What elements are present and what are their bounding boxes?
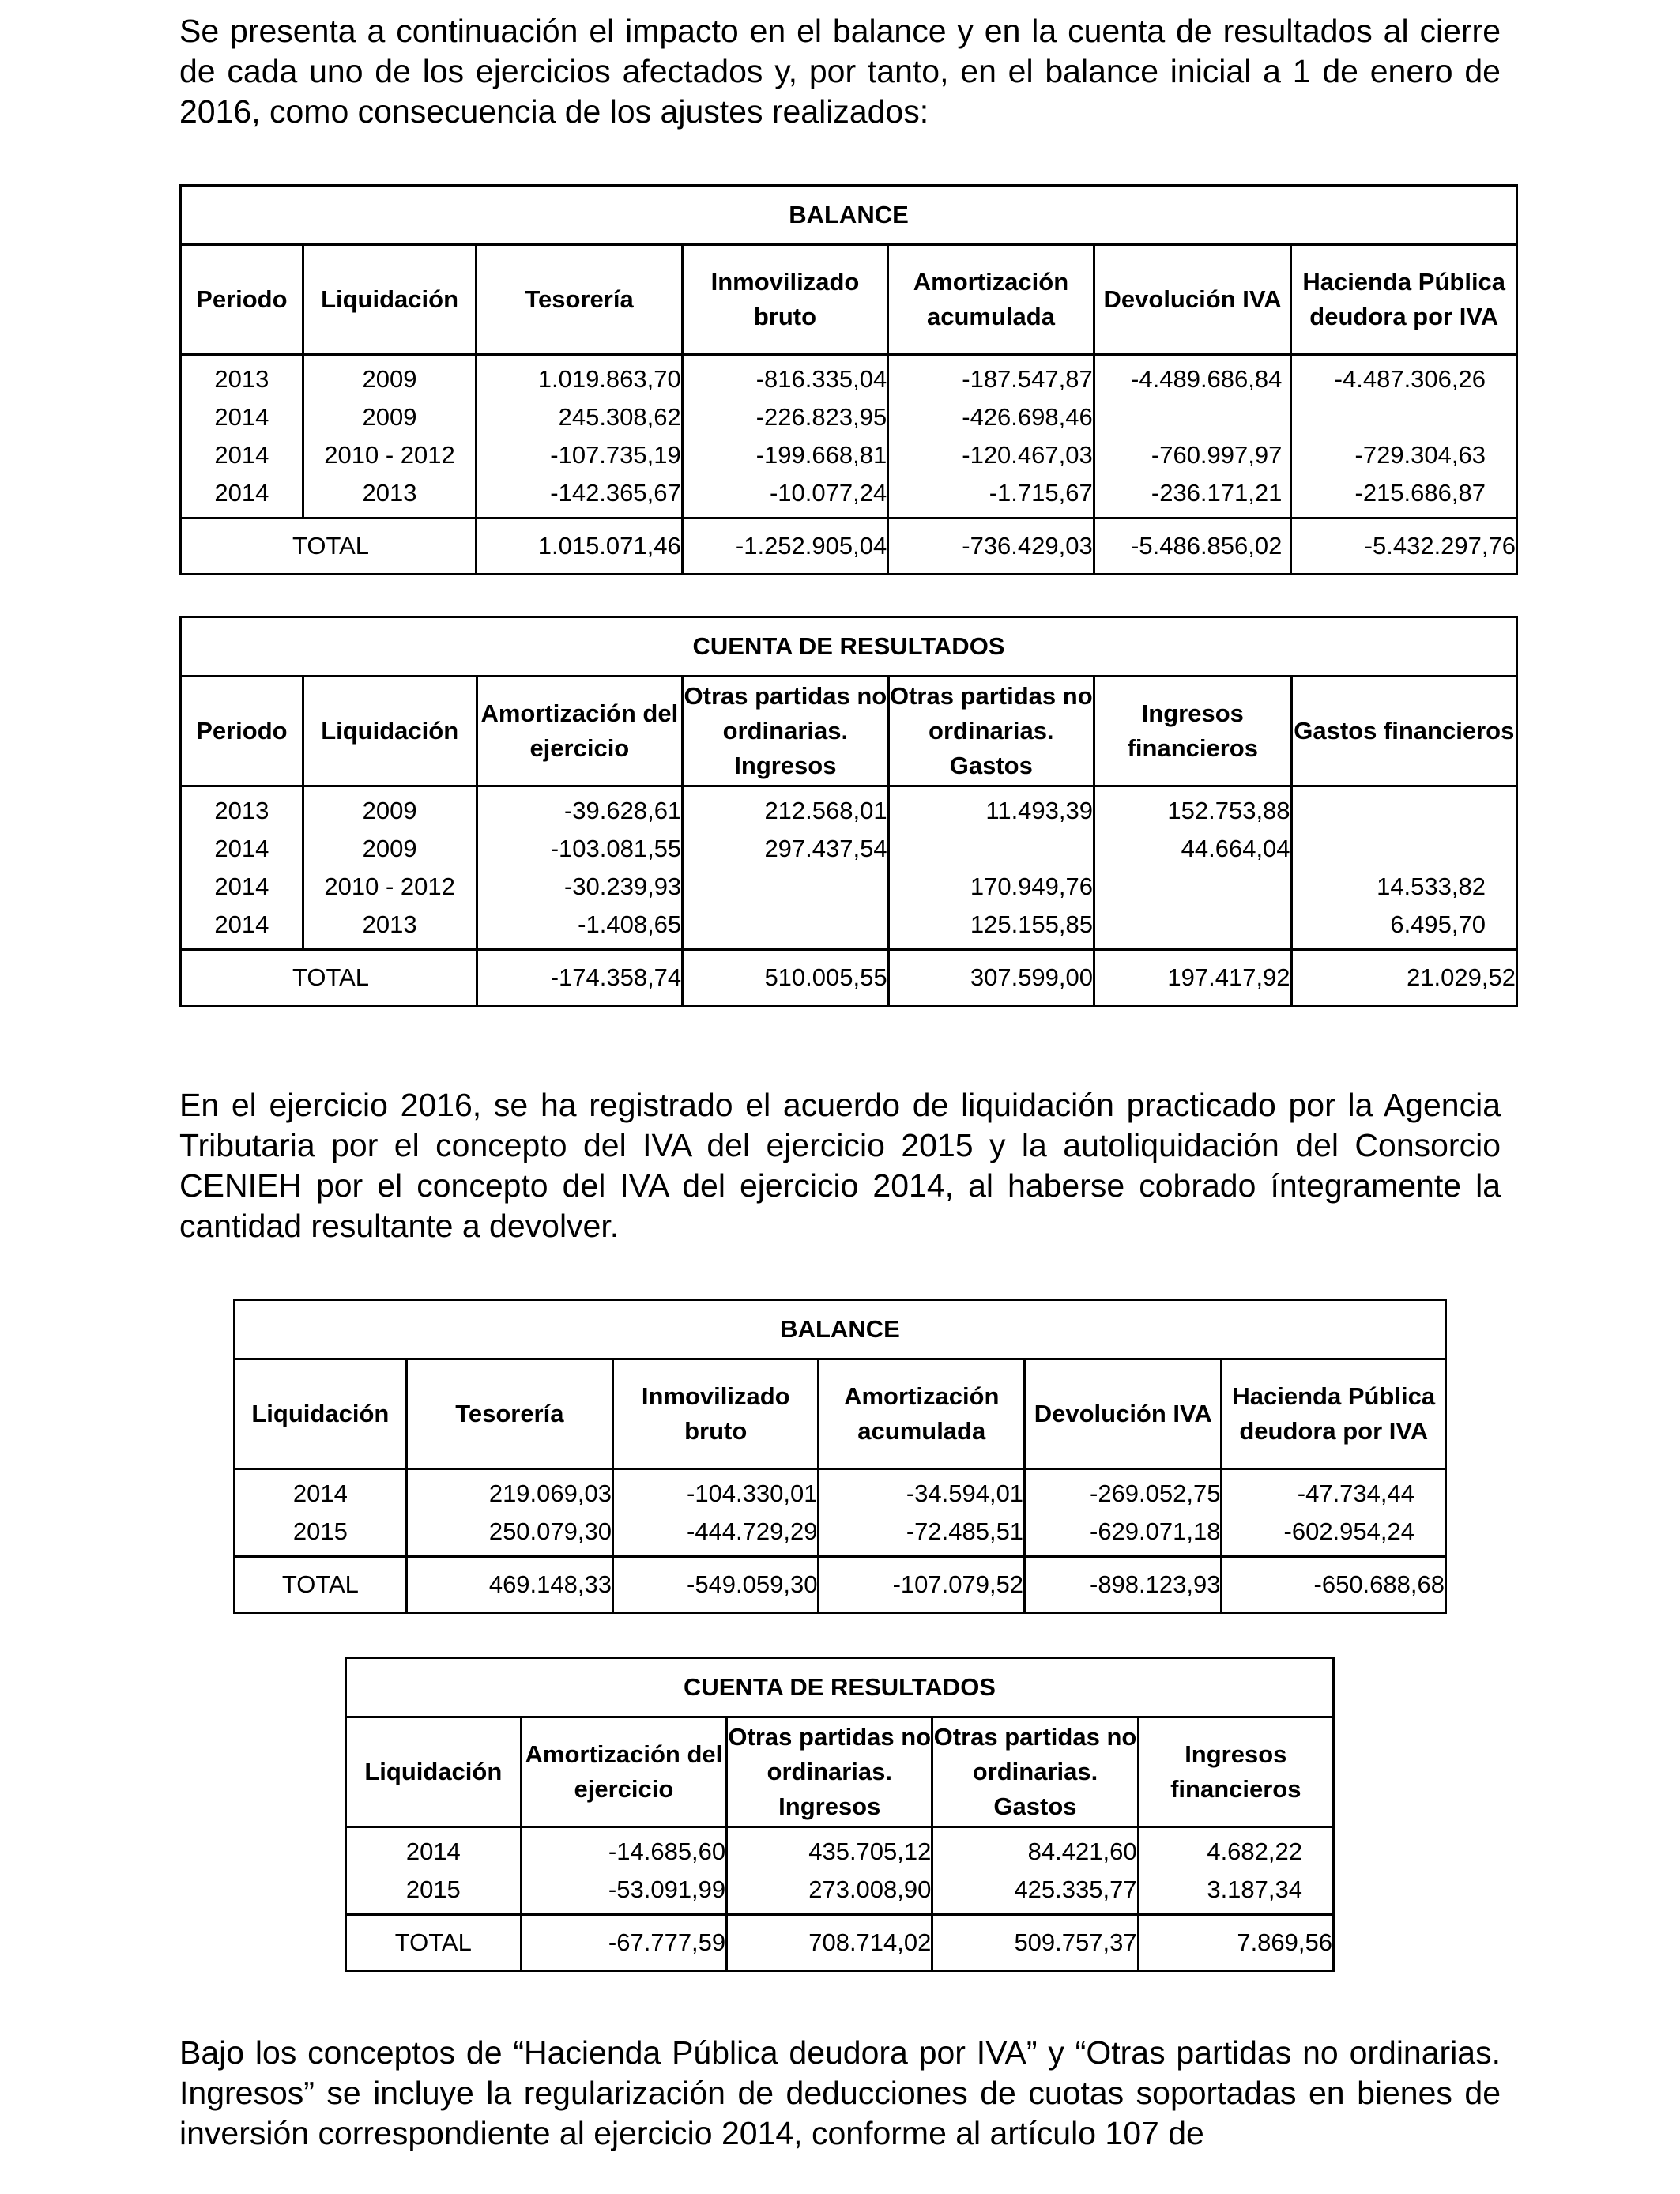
table-header-row [181,677,1517,786]
table-cell: -236.171,21 [1094,474,1291,518]
table-title: CUENTA DE RESULTADOS [181,617,1517,677]
column-header: Liquidación [303,677,477,786]
table-cell: 2014 [181,436,303,474]
column-header: Otras partidas no ordinarias. Gastos [932,1717,1138,1827]
table-cell: -120.467,03 [888,436,1094,474]
table-cell: 44.664,04 [1094,830,1292,868]
total-cell: -174.358,74 [477,950,683,1006]
total-cell: 510.005,55 [683,950,888,1006]
table-cell: 2013 [303,906,477,950]
column-header: Periodo [181,677,303,786]
total-label: TOTAL [181,950,477,1006]
total-cell: -5.432.297,76 [1291,518,1517,575]
table-cell: 212.568,01 [683,786,888,831]
table-cell: -215.686,87 [1354,479,1486,507]
table-header-row [235,1359,1446,1469]
table-row [181,355,1517,399]
table-title: BALANCE [235,1300,1446,1359]
table-cell [1291,398,1517,436]
column-header: Tesorería [406,1359,612,1469]
table-cell [1094,906,1292,950]
table-cell: 250.079,30 [406,1513,612,1557]
table-cell: -816.335,04 [682,355,887,399]
table-title: CUENTA DE RESULTADOS [346,1658,1334,1717]
column-header: Devolución IVA [1025,1359,1222,1469]
table-cell: 2013 [181,355,303,399]
column-header: Otras partidas no ordinarias. Ingresos [727,1717,932,1827]
column-header: Periodo [181,245,303,355]
table-cell: 152.753,88 [1094,786,1292,831]
table-cell: 219.069,03 [406,1469,612,1514]
table-cell: 2010 - 2012 [303,868,477,906]
table-cell: -72.485,51 [819,1513,1025,1557]
table-cell: -34.594,01 [819,1469,1025,1514]
total-cell: 1.015.071,46 [477,518,682,575]
table-cell: 2009 [303,355,477,399]
table-cell: 2014 [181,868,303,906]
table-cell [1291,830,1516,868]
table-cell: -107.735,19 [477,436,682,474]
table-cell: -629.071,18 [1025,1513,1222,1557]
table-cell: 2009 [303,398,477,436]
total-row [346,1915,1334,1971]
table-row [235,1513,1446,1557]
column-header: Liquidación [346,1717,522,1827]
column-header: Liquidación [303,245,477,355]
table-row [181,436,1517,474]
table-cell: 2014 [181,398,303,436]
column-header: Hacienda Pública deudora por IVA [1222,1359,1446,1469]
table-cell [1094,868,1292,906]
table-cell: -602.954,24 [1283,1517,1414,1545]
table-title: BALANCE [181,186,1517,245]
body-paragraph: En el ejercicio 2016, se ha registrado el acuerdo de liquidación practicado por la Agencia Tributaria por el concepto del IVA del ejercicio 2015 y la autoliquidación del Consorcio CENIEH por el concepto del IVA del ejercicio 2014, al haberse cobrado íntegramente la cantidad resultante a devolver. [179,1087,1501,1244]
table-header-row [346,1717,1334,1827]
total-row [181,518,1517,575]
table-cell: 14.533,82 [1377,873,1486,900]
table-cell: -39.628,61 [477,786,683,831]
total-cell: -1.252.905,04 [682,518,887,575]
total-row [181,950,1517,1006]
table-cell: -4.487.306,26 [1334,365,1486,393]
column-header: Ingresos financieros [1094,677,1292,786]
table-cell [683,868,888,906]
table-cell: -1.715,67 [888,474,1094,518]
column-header: Otras partidas no ordinarias. Gastos [888,677,1094,786]
table-cell: -426.698,46 [888,398,1094,436]
table-cell: 273.008,90 [727,1871,932,1915]
table-cell: 2014 [181,830,303,868]
table-row [181,398,1517,436]
total-cell: 708.714,02 [727,1915,932,1971]
table-cell: 4.682,22 [1207,1838,1302,1865]
table-cell: 2009 [303,786,477,831]
table-cell: 125.155,85 [888,906,1094,950]
table-cell: -104.330,01 [612,1469,819,1514]
table-cell [683,906,888,950]
table-cell: -444.729,29 [612,1513,819,1557]
table-cell: 6.495,70 [1390,910,1486,938]
table-cell: 2014 [181,474,303,518]
table-cell: 1.019.863,70 [477,355,682,399]
column-header: Hacienda Pública deudora por IVA [1291,245,1517,355]
total-cell: -650.688,68 [1222,1557,1446,1613]
column-header: Ingresos financieros [1138,1717,1333,1827]
closing-paragraph: Bajo los conceptos de “Hacienda Pública deudora por IVA” y “Otras partidas no ordinarias. Ingresos” se incluye la regularización de deducciones de cuotas soportadas en bienes de inversión correspondiente al ejercicio 2014, conforme al artículo 107 de [179,2034,1501,2151]
total-cell: -549.059,30 [612,1557,819,1613]
table-cell: -226.823,95 [682,398,887,436]
table-cell: 2015 [235,1513,407,1557]
table-row [346,1871,1334,1915]
table-cell: -14.685,60 [521,1827,727,1872]
total-cell: 307.599,00 [888,950,1094,1006]
column-header: Inmovilizado bruto [682,245,887,355]
table-cell: 2015 [346,1871,522,1915]
table-cell: -103.081,55 [477,830,683,868]
total-cell: 21.029,52 [1291,950,1516,1006]
table-row [181,830,1517,868]
total-cell: -736.429,03 [888,518,1094,575]
table-cell: -1.408,65 [477,906,683,950]
table-cell: 11.493,39 [888,786,1094,831]
table-cell: 84.421,60 [932,1827,1138,1872]
table-cell: 2014 [235,1469,407,1514]
table-cell: 2010 - 2012 [303,436,477,474]
column-header: Tesorería [477,245,682,355]
table-row [181,474,1517,518]
column-header: Amortización acumulada [819,1359,1025,1469]
column-header: Liquidación [235,1359,407,1469]
table-cell: -47.734,44 [1297,1480,1414,1507]
table-cell: 245.308,62 [477,398,682,436]
table-cell: -199.668,81 [682,436,887,474]
table-row [346,1827,1334,1872]
table-cell: -10.077,24 [682,474,887,518]
table-cell: -187.547,87 [888,355,1094,399]
table-cell: 2013 [181,786,303,831]
table-cell: 3.187,34 [1207,1875,1302,1903]
table-cell: -729.304,63 [1354,441,1486,469]
table-row [181,868,1517,906]
column-header: Gastos financieros [1291,677,1516,786]
balance-table-1 [179,184,1518,575]
intro-paragraph: Se presenta a continuación el impacto en el balance y en la cuenta de resultados al cierre de cada uno de los ejercicios afectados y, por tanto, en el balance inicial a 1 de enero de 2016, como consecuencia de los ajustes realizados: [179,13,1501,130]
table-cell: -269.052,75 [1025,1469,1222,1514]
table-cell: -53.091,99 [521,1871,727,1915]
table-cell: 435.705,12 [727,1827,932,1872]
column-header: Amortización del ejercicio [477,677,683,786]
column-header: Amortización del ejercicio [521,1717,727,1827]
table-cell: 297.437,54 [683,830,888,868]
total-row [235,1557,1446,1613]
balance-table-2 [233,1299,1447,1614]
table-header-row [181,245,1517,355]
total-cell: 197.417,92 [1094,950,1292,1006]
total-cell: 509.757,37 [932,1915,1138,1971]
table-row [181,906,1517,950]
table-cell: -30.239,93 [477,868,683,906]
table-cell: 2014 [181,906,303,950]
table-cell: 425.335,77 [932,1871,1138,1915]
column-header: Devolución IVA [1094,245,1291,355]
total-cell: -107.079,52 [819,1557,1025,1613]
table-row [181,786,1517,831]
total-cell: 469.148,33 [406,1557,612,1613]
total-cell: -898.123,93 [1025,1557,1222,1613]
table-cell: -4.489.686,84 [1094,355,1291,399]
table-cell: 2013 [303,474,477,518]
table-cell: 170.949,76 [888,868,1094,906]
total-label: TOTAL [346,1915,522,1971]
table-cell: -142.365,67 [477,474,682,518]
total-cell: 7.869,56 [1138,1915,1333,1971]
total-cell: -67.777,59 [521,1915,727,1971]
column-header: Inmovilizado bruto [612,1359,819,1469]
table-row [235,1469,1446,1514]
table-cell [1291,786,1516,831]
results-table-1 [179,616,1518,1007]
table-cell: 2014 [346,1827,522,1872]
table-cell: -760.997,97 [1094,436,1291,474]
table-cell: 2009 [303,830,477,868]
column-header: Otras partidas no ordinarias. Ingresos [683,677,888,786]
table-cell [888,830,1094,868]
total-label: TOTAL [235,1557,407,1613]
table-cell [1094,398,1291,436]
column-header: Amortización acumulada [888,245,1094,355]
results-table-2 [345,1657,1335,1972]
total-cell: -5.486.856,02 [1094,518,1291,575]
total-label: TOTAL [181,518,477,575]
